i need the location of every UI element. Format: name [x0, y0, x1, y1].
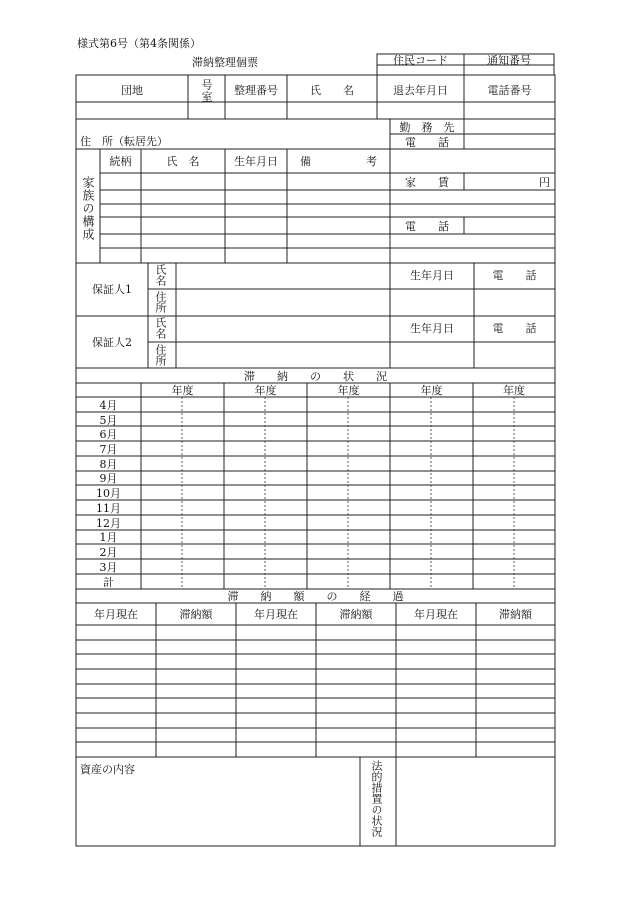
form-number: 様式第6号（第4条関係）	[77, 37, 201, 50]
form-title: 滞納整理個票	[192, 56, 258, 69]
family-col-shimei: 氏 名	[166, 155, 200, 168]
month-jul: 7月	[99, 443, 118, 456]
arrears-status-title: 滞 納 の 状 況	[244, 370, 387, 383]
guarantor2-birth-label: 生年月日	[410, 322, 454, 335]
work-tel-label: 電 話	[405, 136, 449, 149]
assets-label: 資産の内容	[80, 763, 135, 776]
progress-col-date-1: 年月現在	[94, 608, 138, 621]
danchi-label: 団地	[121, 84, 143, 97]
month-mar: 3月	[99, 561, 118, 574]
progress-col-amount-2: 滞納額	[339, 608, 373, 621]
address-label: 住 所（転居先）	[80, 135, 168, 148]
guarantor2-name-label: 氏名	[154, 317, 167, 339]
month-dec: 12月	[96, 517, 121, 530]
guarantor1-tel-label: 電 話	[492, 269, 537, 282]
month-oct: 10月	[96, 487, 121, 500]
family-tel-label: 電 話	[405, 220, 449, 233]
guarantor2-addr-label: 住所	[154, 344, 167, 366]
year-label-2: 年度	[254, 384, 277, 397]
kinmusaki-label: 勤 務 先	[399, 121, 455, 134]
month-jan: 1月	[99, 531, 118, 544]
legal-status-label: 法的措置の状況	[370, 760, 383, 837]
tsuchi-no-label: 通知番号	[487, 54, 531, 67]
month-apr: 4月	[99, 399, 118, 412]
shimei-label: 氏 名	[310, 84, 354, 97]
year-label-3: 年度	[337, 384, 360, 397]
jumin-code-label: 住民コード	[393, 54, 448, 67]
guarantor1-birth-label: 生年月日	[410, 269, 454, 282]
guarantor1-name-label: 氏名	[154, 264, 167, 286]
yen-label: 円	[539, 176, 550, 189]
arrears-progress-title: 滞 納 額 の 経 過	[227, 590, 404, 603]
family-col-biko: 備 考	[300, 155, 377, 168]
progress-col-amount-1: 滞納額	[179, 608, 213, 621]
year-label-5: 年度	[503, 384, 525, 397]
seiri-no-label: 整理番号	[234, 84, 278, 97]
month-jun: 6月	[99, 428, 118, 441]
yachin-label: 家 賃	[405, 176, 449, 189]
progress-col-date-2: 年月現在	[254, 608, 298, 621]
progress-col-date-3: 年月現在	[414, 608, 458, 621]
guarantor2-tel-label: 電 話	[492, 322, 537, 335]
guarantor1-addr-label: 住所	[154, 291, 167, 313]
tel-number-label: 電話番号	[487, 84, 532, 97]
month-nov: 11月	[96, 502, 121, 515]
progress-col-amount-3: 滞納額	[499, 608, 532, 621]
guarantor1-label: 保証人1	[92, 283, 132, 296]
family-col-zokugara: 続柄	[109, 155, 132, 168]
family-side-label: 家族の構成	[81, 176, 95, 241]
month-may: 5月	[99, 414, 118, 427]
year-label-4: 年度	[420, 384, 443, 397]
month-feb: 2月	[99, 546, 118, 559]
taikyo-label: 退去年月日	[393, 84, 448, 97]
year-label-1: 年度	[171, 384, 194, 397]
guarantor2-label: 保証人2	[92, 336, 132, 349]
month-aug: 8月	[99, 458, 118, 471]
family-col-birth: 生年月日	[234, 155, 278, 168]
goshitsu-label: 号室	[200, 79, 213, 103]
month-total: 計	[103, 576, 114, 589]
month-sep: 9月	[99, 472, 118, 485]
